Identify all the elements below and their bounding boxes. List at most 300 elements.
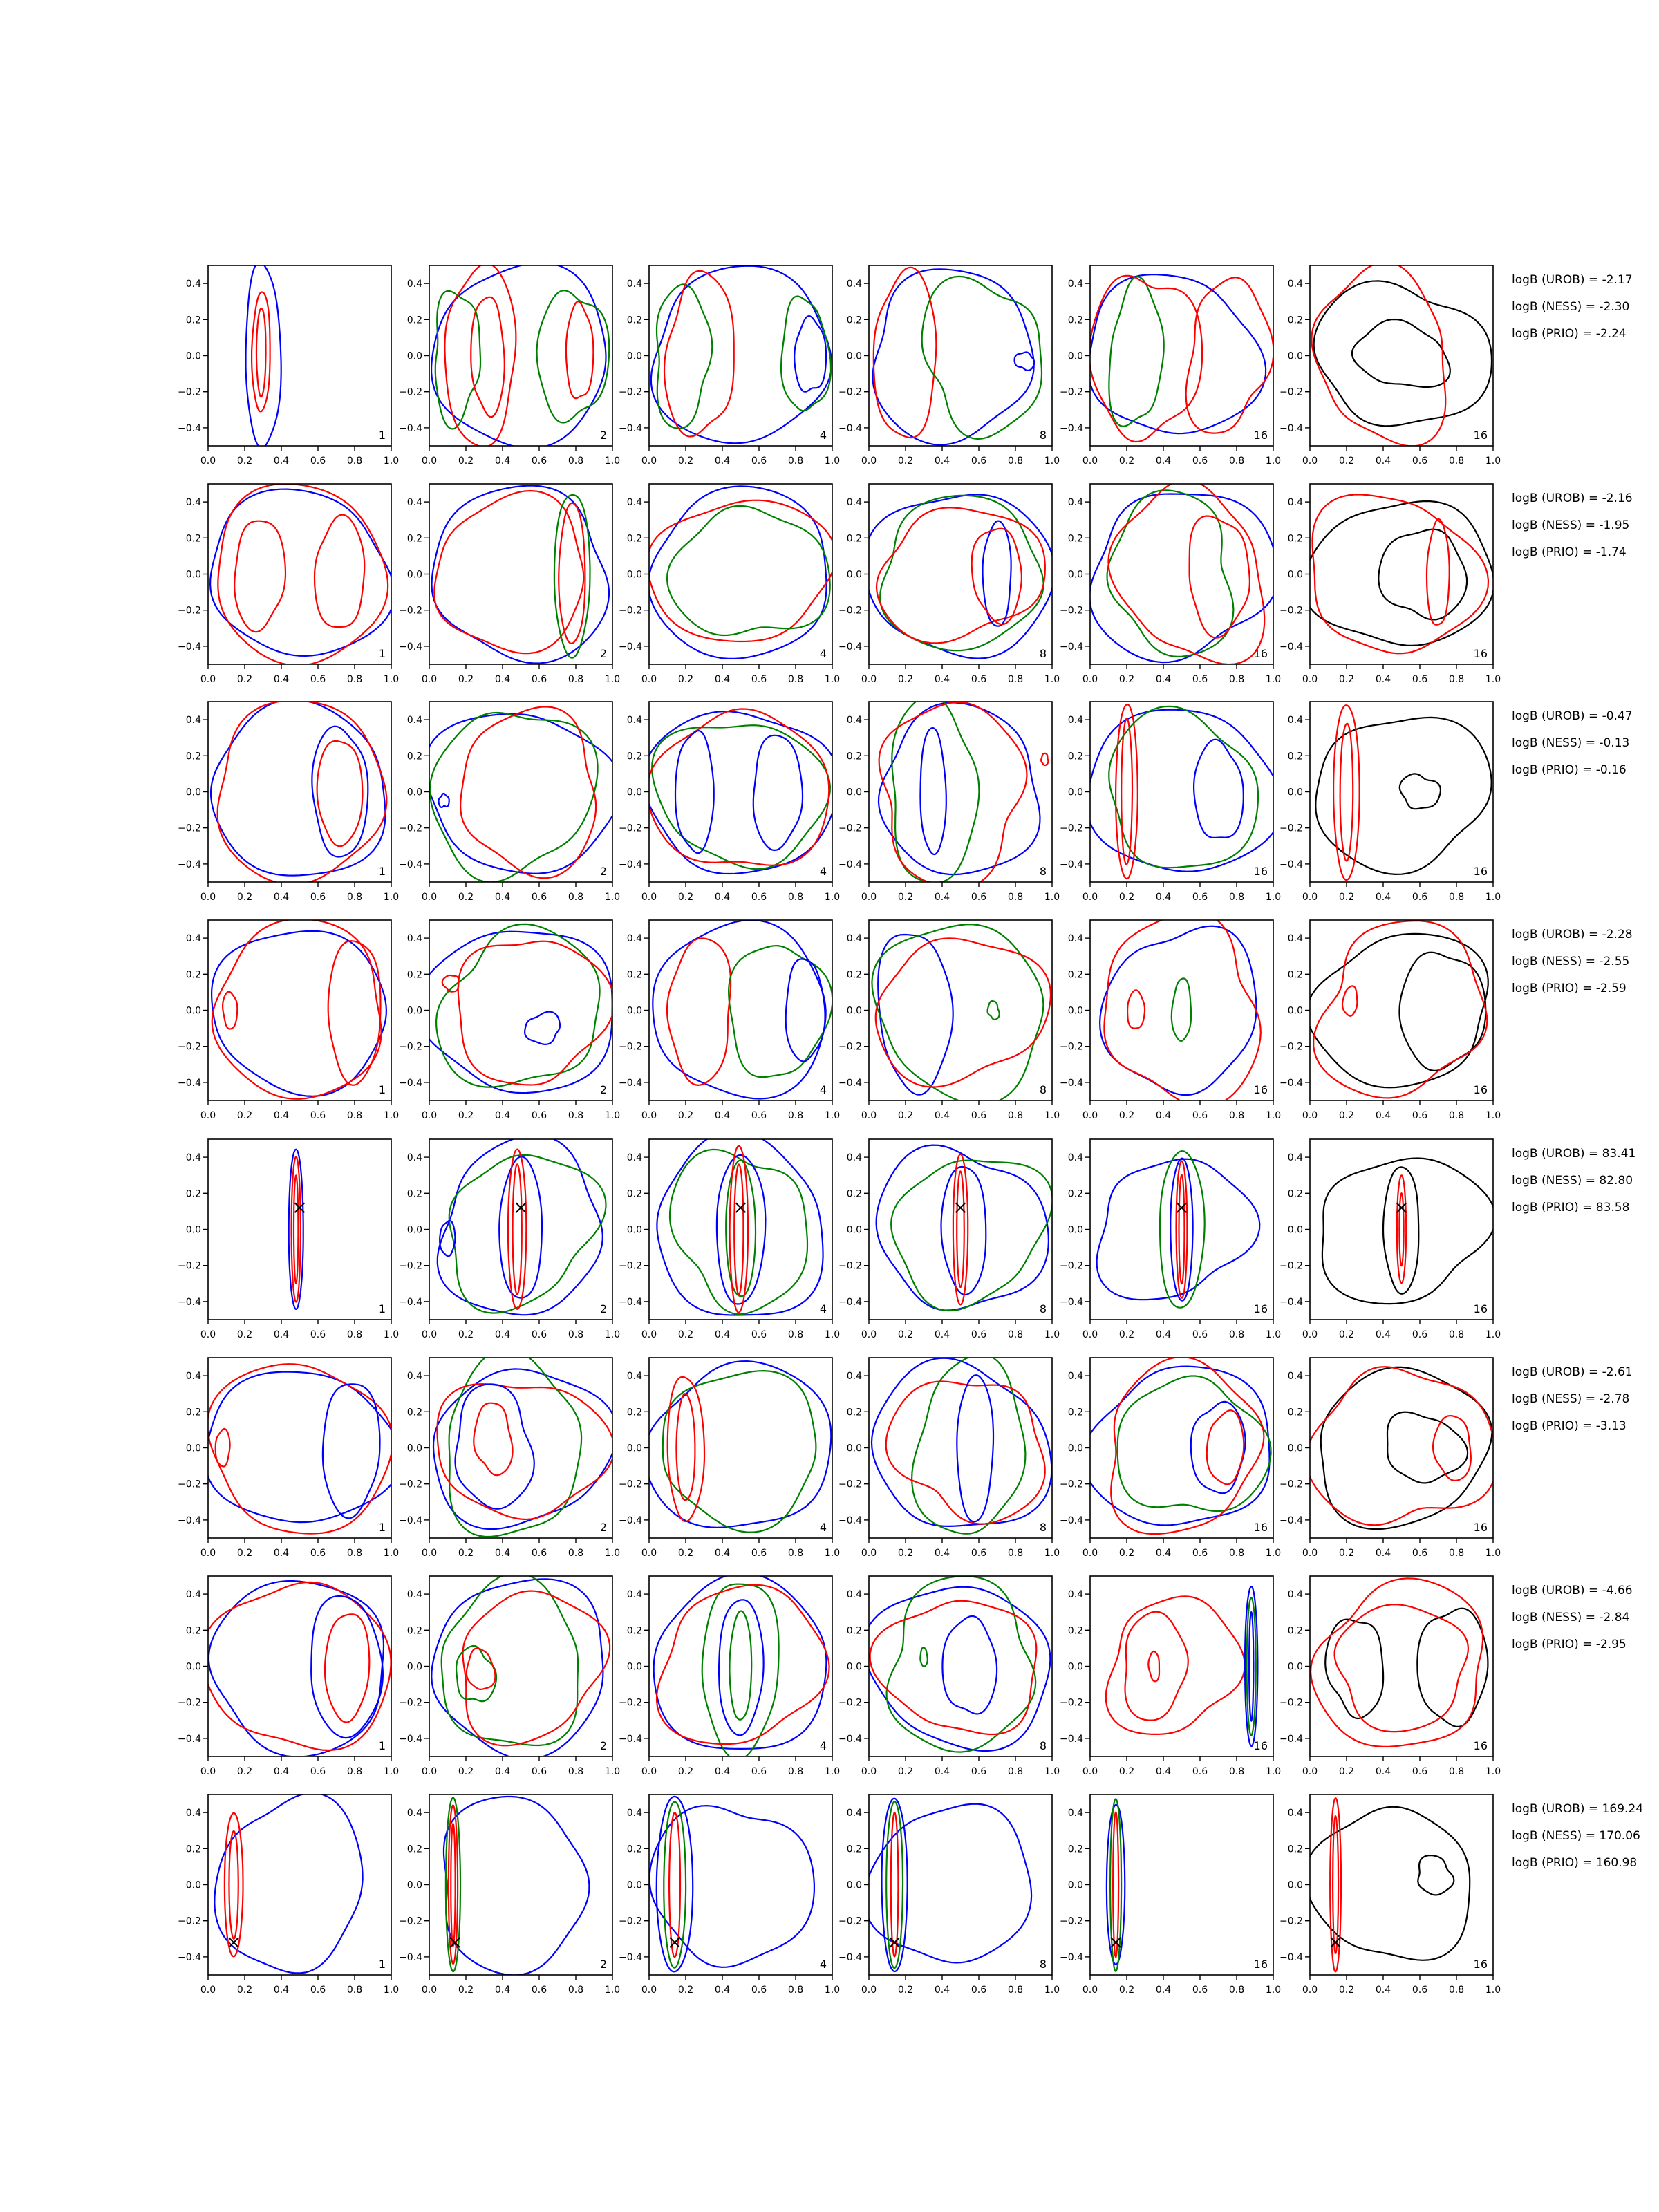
contour-line-red [471, 297, 505, 417]
y-tick-label: −0.4 [399, 1296, 422, 1308]
y-tick-label: 0.4 [846, 715, 862, 727]
y-tick-label: 0.2 [1287, 751, 1303, 762]
y-tick-label: −0.4 [838, 422, 862, 434]
x-tick-label: 0.6 [1412, 456, 1428, 467]
y-tick-label: 0.4 [1067, 715, 1083, 727]
contour-line-red [874, 268, 937, 438]
x-tick-label: 0.4 [934, 1110, 950, 1121]
y-tick-label: 0.4 [1287, 715, 1303, 727]
x-tick-label: 0.0 [1082, 1985, 1098, 1996]
x-tick-label: 0.2 [236, 456, 253, 467]
x-tick-label: 0.8 [1007, 674, 1024, 685]
y-tick-label: −0.2 [178, 823, 201, 834]
x-tick-label: 1.0 [1044, 1329, 1060, 1340]
contour-line-red [458, 941, 615, 1085]
contour-line-red [256, 308, 266, 397]
x-tick-label: 0.4 [494, 1110, 511, 1121]
panel-count-label: 2 [599, 1083, 607, 1096]
x-tick-label: 0.4 [714, 1110, 731, 1121]
y-tick-label: 0.4 [1067, 1589, 1083, 1601]
contour-line-red [1311, 262, 1445, 446]
x-tick-label: 0.8 [1448, 1329, 1465, 1340]
logb-annotation: logB (UROB) = -0.47 [1512, 709, 1633, 723]
y-tick-label: −0.2 [619, 1479, 642, 1490]
logb-annotation: logB (NESS) = 170.06 [1512, 1829, 1640, 1843]
contour-line-blue [873, 269, 1034, 444]
y-tick-label: −0.4 [178, 1515, 201, 1526]
panel-r6-c4 [838, 1354, 1060, 1559]
y-tick-label: 0.4 [626, 715, 642, 727]
y-tick-label: −0.2 [178, 1697, 201, 1709]
x-tick-label: 0.0 [1302, 1110, 1318, 1121]
y-tick-label: 0.2 [185, 1844, 201, 1855]
panel-count-label: 1 [378, 429, 386, 442]
x-tick-label: 0.8 [346, 456, 363, 467]
x-tick-label: 0.6 [1412, 674, 1428, 685]
contour-line-red [223, 992, 237, 1029]
x-tick-label: 0.0 [641, 674, 657, 685]
x-tick-label: 1.0 [383, 1110, 400, 1121]
contour-line-black [1307, 934, 1488, 1087]
contour-line-red [1313, 921, 1487, 1098]
x-tick-label: 0.2 [1118, 1329, 1135, 1340]
x-tick-label: 0.6 [1412, 1110, 1428, 1121]
x-tick-label: 0.4 [494, 1548, 511, 1559]
y-tick-label: 0.0 [1067, 1880, 1083, 1891]
contour-group [1322, 1159, 1495, 1304]
y-tick-label: 0.2 [1067, 1407, 1083, 1418]
y-tick-label: −0.2 [619, 386, 642, 398]
contour-group [1307, 921, 1488, 1098]
x-tick-label: 1.0 [824, 1985, 841, 1996]
contour-line-green [988, 1001, 1000, 1020]
x-tick-label: 1.0 [1265, 1110, 1282, 1121]
y-tick-label: 0.2 [626, 1844, 642, 1855]
x-tick-label: 1.0 [824, 456, 841, 467]
x-tick-label: 0.0 [641, 456, 657, 467]
y-tick-label: 0.2 [406, 315, 422, 326]
y-tick-label: −0.2 [838, 823, 862, 834]
x-tick-label: 0.4 [1155, 456, 1172, 467]
x-tick-label: 0.8 [1448, 674, 1465, 685]
contour-group [654, 1573, 830, 1760]
axes-frame [1310, 1139, 1493, 1320]
panel-count-label: 16 [1473, 1521, 1488, 1534]
x-tick-label: 0.8 [787, 892, 804, 903]
x-tick-label: 0.4 [494, 1985, 511, 1996]
contour-line-blue [1170, 1159, 1192, 1301]
y-tick-label: −0.4 [399, 859, 422, 870]
x-tick-label: 0.8 [568, 1985, 584, 1996]
x-tick-label: 0.6 [751, 1110, 767, 1121]
contour-group [651, 266, 832, 444]
y-tick-label: 0.2 [1067, 1625, 1083, 1637]
x-tick-label: 0.6 [1412, 892, 1428, 903]
y-tick-label: −0.4 [399, 1733, 422, 1745]
y-tick-label: −0.4 [838, 1733, 862, 1745]
x-tick-label: 0.0 [641, 1329, 657, 1340]
contour-group [1107, 1799, 1125, 1971]
x-tick-label: 0.2 [458, 1548, 474, 1559]
y-tick-label: 0.0 [846, 350, 862, 362]
x-tick-label: 0.0 [641, 892, 657, 903]
y-tick-label: −0.2 [399, 823, 422, 834]
x-tick-label: 0.4 [273, 1548, 290, 1559]
y-tick-label: 0.2 [406, 1844, 422, 1855]
contour-line-blue [1194, 740, 1244, 838]
contour-line-green [1107, 490, 1234, 657]
x-tick-label: 0.8 [787, 1548, 804, 1559]
contour-group [879, 695, 1048, 888]
contour-line-green [430, 713, 598, 882]
contour-line-blue [1015, 353, 1035, 371]
x-tick-label: 1.0 [604, 674, 621, 685]
panel-count-label: 1 [378, 865, 386, 878]
contour-line-blue [431, 263, 606, 449]
y-tick-label: −0.2 [619, 1697, 642, 1709]
contour-line-red [1399, 1193, 1403, 1266]
y-tick-label: 0.4 [1287, 497, 1303, 509]
y-tick-label: −0.4 [399, 1077, 422, 1089]
contour-line-red [451, 1824, 455, 1946]
axes-frame [429, 702, 612, 882]
x-tick-label: 1.0 [383, 1329, 400, 1340]
logb-annotation: logB (UROB) = -2.16 [1512, 491, 1633, 505]
contour-line-red [1333, 705, 1360, 880]
x-tick-label: 0.4 [934, 1329, 950, 1340]
y-tick-label: 0.2 [626, 1625, 642, 1637]
panel-count-label: 4 [819, 1521, 827, 1534]
y-tick-label: −0.4 [399, 641, 422, 653]
y-tick-label: 0.0 [1287, 1880, 1303, 1891]
x-tick-label: 0.2 [897, 456, 914, 467]
x-tick-label: 0.0 [1302, 1329, 1318, 1340]
contour-line-black [1314, 281, 1492, 426]
x-tick-label: 1.0 [604, 1110, 621, 1121]
y-tick-label: −0.2 [399, 1041, 422, 1053]
x-tick-label: 0.6 [310, 456, 326, 467]
x-tick-label: 0.2 [677, 456, 694, 467]
x-tick-label: 0.6 [751, 1985, 767, 1996]
x-tick-label: 0.6 [310, 1110, 326, 1121]
panel-count-label: 4 [819, 647, 827, 660]
panel-count-label: 1 [378, 1958, 386, 1971]
contour-line-red [676, 1394, 695, 1500]
y-tick-label: −0.4 [619, 1077, 642, 1089]
y-tick-label: 0.4 [846, 1808, 862, 1819]
y-tick-label: −0.4 [1280, 1077, 1303, 1089]
x-tick-label: 1.0 [1044, 1548, 1060, 1559]
y-tick-label: 0.2 [185, 751, 201, 762]
x-tick-label: 0.8 [1228, 892, 1245, 903]
x-tick-label: 0.6 [1192, 1329, 1208, 1340]
y-tick-label: 0.2 [1067, 315, 1083, 326]
y-tick-label: −0.2 [1060, 1697, 1083, 1709]
x-tick-label: 0.6 [531, 1329, 547, 1340]
x-tick-label: 0.0 [421, 1766, 438, 1777]
panel-r7-c1 [178, 1576, 399, 1777]
x-tick-label: 0.0 [641, 1985, 657, 1996]
y-tick-label: 0.4 [1287, 1152, 1303, 1164]
contour-group [211, 700, 386, 885]
x-tick-label: 0.6 [310, 1548, 326, 1559]
x-tick-label: 0.8 [568, 1548, 584, 1559]
y-tick-label: −0.4 [178, 641, 201, 653]
contour-line-black [1322, 1159, 1495, 1304]
y-tick-label: 0.2 [1067, 751, 1083, 762]
y-tick-label: −0.4 [1280, 641, 1303, 653]
logb-annotation: logB (NESS) = -1.95 [1512, 518, 1630, 532]
x-tick-label: 0.0 [861, 674, 877, 685]
x-tick-label: 0.0 [421, 1548, 438, 1559]
y-tick-label: 0.2 [1067, 1844, 1083, 1855]
contour-line-red [647, 500, 836, 641]
contour-line-green [880, 496, 1044, 650]
y-tick-label: 0.0 [846, 1443, 862, 1454]
panel-r3-c6 [1280, 702, 1501, 903]
x-tick-label: 0.6 [531, 674, 547, 685]
y-tick-label: −0.4 [178, 859, 201, 870]
y-tick-label: −0.4 [838, 859, 862, 870]
x-tick-label: 0.4 [934, 1766, 950, 1777]
panel-count-label: 1 [378, 1739, 386, 1752]
y-tick-label: 0.4 [846, 1589, 862, 1601]
panel-r1-c1 [178, 262, 399, 467]
contour-line-red [669, 1812, 680, 1957]
x-tick-label: 0.6 [531, 456, 547, 467]
contour-line-red [508, 1150, 526, 1309]
x-tick-label: 0.6 [1412, 1985, 1428, 1996]
contour-line-red [1111, 1357, 1264, 1534]
x-tick-label: 0.2 [897, 1766, 914, 1777]
contour-line-green [872, 924, 1043, 1105]
contour-line-blue [657, 1797, 693, 1971]
contour-group [438, 1135, 606, 1315]
y-tick-label: 0.0 [626, 1005, 642, 1017]
panel-r4-c5 [1060, 912, 1281, 1121]
x-tick-label: 0.6 [971, 1548, 987, 1559]
contour-group [431, 263, 609, 449]
panel-count-label: 1 [378, 1521, 386, 1534]
panel-r5-c4 [838, 1139, 1060, 1340]
y-tick-label: −0.2 [1280, 1041, 1303, 1053]
true-parameter-marker [1397, 1203, 1407, 1212]
y-tick-label: −0.2 [1280, 1260, 1303, 1272]
y-tick-label: 0.0 [185, 787, 201, 798]
x-tick-label: 0.0 [861, 1110, 877, 1121]
x-tick-label: 0.0 [421, 456, 438, 467]
contour-group [1306, 1367, 1497, 1529]
y-tick-label: 0.4 [626, 933, 642, 945]
y-tick-label: −0.2 [1280, 1697, 1303, 1709]
y-tick-label: −0.2 [838, 386, 862, 398]
y-tick-label: 0.2 [1287, 1844, 1303, 1855]
x-tick-label: 0.6 [310, 674, 326, 685]
x-tick-label: 0.2 [458, 674, 474, 685]
panel-r1-c2 [399, 263, 620, 467]
contour-line-green [891, 1161, 1053, 1311]
contour-line-red [1108, 480, 1264, 664]
y-tick-label: −0.4 [619, 1515, 642, 1526]
y-tick-label: 0.4 [406, 279, 422, 290]
x-tick-label: 0.6 [751, 456, 767, 467]
y-tick-label: 0.0 [626, 1224, 642, 1236]
y-tick-label: 0.2 [406, 533, 422, 545]
panel-r4-c1 [178, 919, 399, 1121]
contour-line-green [667, 506, 830, 635]
x-tick-label: 0.4 [494, 1766, 511, 1777]
x-tick-label: 0.8 [787, 1985, 804, 1996]
x-tick-label: 0.6 [1192, 1548, 1208, 1559]
x-tick-label: 0.6 [751, 674, 767, 685]
panel-count-label: 16 [1253, 1958, 1268, 1971]
contour-line-red [664, 271, 734, 437]
contour-line-black [1387, 1412, 1468, 1483]
contour-line-blue [643, 711, 838, 874]
x-tick-label: 0.6 [1192, 1766, 1208, 1777]
y-tick-label: 0.0 [846, 1005, 862, 1017]
x-tick-label: 0.8 [1007, 1329, 1024, 1340]
x-tick-label: 0.6 [310, 1329, 326, 1340]
panel-r3-c2 [399, 702, 621, 903]
x-tick-label: 0.4 [1375, 1329, 1391, 1340]
y-tick-label: 0.0 [1287, 350, 1303, 362]
contour-group [202, 1581, 391, 1756]
panel-count-label: 16 [1473, 1302, 1488, 1315]
x-tick-label: 0.2 [458, 1329, 474, 1340]
x-tick-label: 0.8 [1007, 1985, 1024, 1996]
x-tick-label: 0.8 [346, 674, 363, 685]
x-tick-label: 0.0 [641, 1548, 657, 1559]
x-tick-label: 0.4 [714, 456, 731, 467]
contour-line-blue [1100, 926, 1256, 1095]
contour-line-red [1427, 519, 1450, 625]
contour-group [432, 486, 609, 664]
contour-line-red [1306, 1367, 1497, 1525]
contour-line-blue [1089, 274, 1266, 433]
x-tick-label: 0.2 [677, 674, 694, 685]
y-tick-label: 0.2 [406, 751, 422, 762]
x-tick-label: 0.6 [1192, 456, 1208, 467]
contour-line-red [566, 301, 594, 398]
x-tick-label: 0.8 [1007, 1110, 1024, 1121]
x-tick-label: 0.2 [1118, 1548, 1135, 1559]
x-tick-label: 1.0 [1265, 456, 1282, 467]
x-tick-label: 1.0 [1485, 456, 1501, 467]
x-tick-label: 0.2 [677, 1985, 694, 1996]
y-tick-label: −0.2 [178, 1041, 201, 1053]
x-tick-label: 0.8 [787, 1329, 804, 1340]
logb-annotation: logB (NESS) = -2.55 [1512, 955, 1630, 968]
x-tick-label: 0.4 [1155, 1329, 1172, 1340]
contour-group [1082, 1357, 1271, 1534]
contour-line-blue [525, 1012, 560, 1044]
panel-r8-c6 [1280, 1794, 1501, 1996]
contour-group [205, 1364, 401, 1533]
x-tick-label: 0.0 [1082, 456, 1098, 467]
contour-line-black [1418, 1855, 1454, 1895]
panel-count-label: 2 [599, 429, 607, 442]
y-tick-label: −0.4 [619, 1951, 642, 1963]
y-tick-label: −0.2 [399, 605, 422, 617]
y-tick-label: 0.4 [406, 1152, 422, 1164]
y-tick-label: 0.0 [406, 1005, 422, 1017]
y-tick-label: 0.0 [406, 350, 422, 362]
y-tick-label: 0.0 [406, 787, 422, 798]
x-tick-label: 0.4 [273, 1766, 290, 1777]
x-tick-label: 0.0 [1302, 456, 1318, 467]
x-tick-label: 0.0 [641, 1766, 657, 1777]
panel-r8-c5 [1060, 1794, 1281, 1996]
y-tick-label: −0.2 [178, 1260, 201, 1272]
y-tick-label: 0.4 [1287, 1808, 1303, 1819]
panel-r7-c4 [838, 1576, 1060, 1777]
axes-frame [429, 1794, 612, 1975]
contour-group [1100, 912, 1261, 1107]
axes-frame [649, 1794, 832, 1975]
panel-r2-c3 [619, 484, 840, 685]
contour-group [1303, 494, 1494, 653]
x-tick-label: 1.0 [604, 456, 621, 467]
x-tick-label: 0.0 [641, 1110, 657, 1121]
y-tick-label: 0.4 [626, 1371, 642, 1382]
contour-line-green [1172, 978, 1191, 1041]
contour-group [650, 1797, 814, 1971]
y-tick-label: −0.4 [1060, 1077, 1083, 1089]
panel-r1-c5 [1060, 265, 1281, 467]
y-tick-label: −0.4 [1280, 1733, 1303, 1745]
x-tick-label: 0.4 [1155, 674, 1172, 685]
contour-group [1097, 1151, 1260, 1308]
logb-annotation: logB (NESS) = -2.78 [1512, 1392, 1630, 1406]
x-tick-label: 0.4 [273, 1110, 290, 1121]
y-tick-label: −0.2 [838, 1915, 862, 1927]
y-tick-label: −0.2 [399, 386, 422, 398]
y-tick-label: 0.2 [846, 1407, 862, 1418]
x-tick-label: 0.6 [971, 1110, 987, 1121]
logb-annotation: logB (UROB) = 83.41 [1512, 1147, 1636, 1161]
contour-line-red [325, 1614, 369, 1722]
x-tick-label: 0.4 [1375, 1110, 1391, 1121]
y-tick-label: 0.4 [185, 1152, 201, 1164]
axes-frame [1090, 484, 1273, 664]
y-tick-label: −0.2 [619, 605, 642, 617]
x-tick-label: 0.8 [1448, 1548, 1465, 1559]
contour-line-red [229, 1831, 238, 1939]
contour-line-green [652, 725, 830, 869]
contour-group [416, 924, 615, 1093]
contour-line-blue [644, 1361, 831, 1528]
x-tick-label: 1.0 [824, 892, 841, 903]
contour-line-black [1352, 319, 1450, 387]
contour-group [424, 706, 621, 882]
y-tick-label: −0.4 [178, 1077, 201, 1089]
y-tick-label: 0.4 [1287, 279, 1303, 290]
y-tick-label: 0.0 [1287, 569, 1303, 581]
contour-line-red [1190, 516, 1250, 638]
y-tick-label: −0.2 [399, 1260, 422, 1272]
contour-line-black [1383, 1167, 1418, 1293]
x-tick-label: 0.2 [236, 1110, 253, 1121]
panel-r6-c3 [619, 1358, 840, 1559]
y-tick-label: −0.4 [178, 422, 201, 434]
y-tick-label: 0.0 [626, 1443, 642, 1454]
x-tick-label: 0.2 [236, 1985, 253, 1996]
true-parameter-marker [736, 1203, 746, 1212]
y-tick-label: 0.0 [406, 1880, 422, 1891]
x-tick-label: 0.2 [677, 1548, 694, 1559]
panel-count-label: 2 [599, 1958, 607, 1971]
